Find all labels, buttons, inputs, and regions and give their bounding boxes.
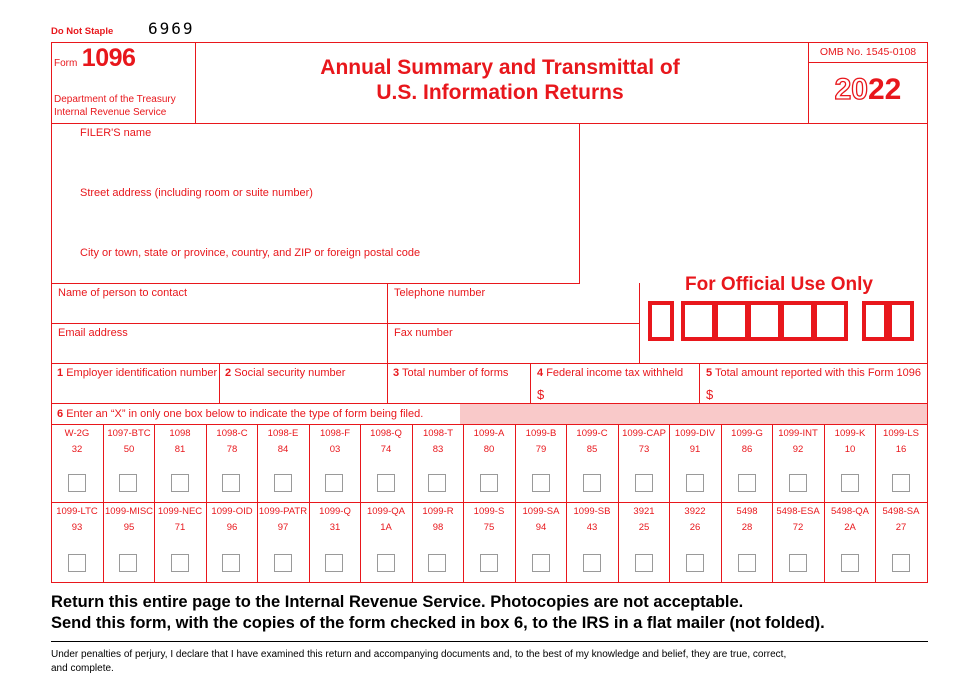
handwritten-number: 6969	[148, 19, 195, 38]
form-type-label: 1099-Q	[319, 506, 351, 517]
form-type-label: 1099-B	[525, 428, 557, 439]
form-type-code: 26	[689, 522, 701, 533]
form-type-code: 85	[586, 444, 598, 455]
filer-bottom-line	[51, 283, 580, 284]
form-type-label: 1098	[169, 428, 191, 439]
footer-instruction-2: Send this form, with the copies of the form checked in box 6, to the IRS in a flat mailer (not folded).	[51, 614, 825, 632]
form-type-code: 81	[174, 444, 186, 455]
form-type-checkbox[interactable]	[738, 554, 756, 572]
form-type-code: 72	[792, 522, 804, 533]
title-line1: Annual Summary and Transmittal of	[320, 56, 680, 79]
form-type-1099-cap	[618, 426, 670, 458]
form-type-label: 1099-MISC	[104, 506, 154, 517]
form-type-label: 1098-E	[267, 428, 299, 439]
form-type-1098-t	[412, 426, 464, 458]
box6-number: 6	[57, 408, 64, 420]
form-type-code: 10	[844, 444, 856, 455]
form-type-checkbox[interactable]	[686, 474, 704, 492]
contact-name-label: Name of person to contact	[58, 287, 188, 299]
form-type-checkbox[interactable]	[274, 554, 292, 572]
form-type-checkbox[interactable]	[119, 474, 137, 492]
form-type-checkbox[interactable]	[738, 474, 756, 492]
box4-number: 4	[537, 367, 544, 379]
form-type-label: 1097-BTC	[107, 428, 151, 439]
form-type-code: 28	[741, 522, 753, 533]
penalty-statement	[51, 648, 786, 676]
box3-4-divider	[530, 363, 531, 403]
form-type-w-2g	[51, 426, 103, 458]
form-type-label: 1099-C	[576, 428, 608, 439]
box2-ssn	[225, 367, 345, 380]
form-type-checkbox[interactable]	[789, 554, 807, 572]
form-type-label: 1099-QA	[366, 506, 406, 517]
penalty-line1: Under penalties of perjury, I declare that I have examined this return and accompanying documents and, to the best of my knowledge and belief, they are true, correct,	[51, 649, 787, 660]
form-type-code: 94	[535, 522, 547, 533]
form-type-1099-nec	[154, 504, 206, 536]
form-type-label: 1099-PATR	[258, 506, 308, 517]
form-type-code: 27	[895, 522, 907, 533]
form-type-code: 97	[277, 522, 289, 533]
form-type-code: 50	[123, 444, 135, 455]
form-type-1099-sa	[515, 504, 567, 536]
official-use-box-6	[813, 301, 848, 341]
form-type-1099-c	[566, 426, 618, 458]
form-type-code: 75	[483, 522, 495, 533]
box3-number: 3	[393, 367, 400, 379]
title-line2: U.S. Information Returns	[376, 81, 624, 104]
box5-total-amount	[706, 367, 921, 380]
year-prefix: 20	[834, 73, 868, 106]
telephone-label: Telephone number	[394, 287, 486, 299]
form-type-1098	[154, 426, 206, 458]
form-type-label: 3921	[633, 506, 655, 517]
form-type-code: 31	[329, 522, 341, 533]
fax-label: Fax number	[394, 327, 453, 339]
form-type-checkbox[interactable]	[222, 554, 240, 572]
box4-dollar: $	[537, 387, 545, 402]
box1-2-divider	[219, 363, 220, 403]
form-type-checkbox[interactable]	[635, 474, 653, 492]
box5-dollar: $	[706, 387, 714, 402]
form-type-1098-f	[309, 426, 361, 458]
form-number: 1096	[81, 44, 136, 72]
form-type-code: 98	[432, 522, 444, 533]
form-type-code: 91	[689, 444, 701, 455]
form-type-code: 25	[638, 522, 650, 533]
form-type-code: 16	[895, 444, 907, 455]
box6-shaded-area	[460, 404, 927, 424]
form-type-code: 92	[792, 444, 804, 455]
dept-treasury	[54, 93, 176, 119]
form-type-label: 1099-SB	[573, 506, 611, 517]
form-type-checkbox[interactable]	[480, 474, 498, 492]
form-type-1099-g	[721, 426, 773, 458]
dept-line1: Department of the Treasury	[54, 94, 176, 105]
form-type-code: 73	[638, 444, 650, 455]
form-type-checkbox[interactable]	[428, 554, 446, 572]
form-type-1099-ltc	[51, 504, 103, 536]
omb-divider	[808, 62, 928, 63]
form-type-1099-misc	[103, 504, 155, 536]
do-not-staple: Do Not Staple	[51, 26, 114, 37]
form-type-1099-oid	[206, 504, 258, 536]
form-type-checkbox[interactable]	[171, 474, 189, 492]
form-type-code: 1A	[380, 522, 392, 533]
box1-label: Employer identification number	[66, 367, 218, 379]
form-type-label: 3922	[684, 506, 706, 517]
form-type-3921	[618, 504, 670, 536]
form-type-1099-ls	[875, 426, 927, 458]
form-type-code: 96	[226, 522, 238, 533]
form-type-label: 1098-T	[422, 428, 454, 439]
official-use-box-7	[862, 301, 888, 341]
form-type-label: 1098-F	[319, 428, 351, 439]
form-type-label: 1099-G	[731, 428, 763, 439]
box4-5-divider	[699, 363, 700, 403]
form-type-checkbox[interactable]	[68, 554, 86, 572]
form-type-label: 1099-SA	[522, 506, 560, 517]
form-type-code: 84	[277, 444, 289, 455]
dept-line2: Internal Revenue Service	[54, 107, 167, 118]
form-type-label: 5498-QA	[830, 506, 870, 517]
form-type-label: 1099-S	[473, 506, 505, 517]
form-type-code: 95	[123, 522, 135, 533]
official-use-box-3	[714, 301, 749, 341]
form-type-1099-int	[772, 426, 824, 458]
form-type-checkbox[interactable]	[68, 474, 86, 492]
form-type-code: 32	[71, 444, 83, 455]
form-type-5498-esa	[772, 504, 824, 536]
form-id	[54, 44, 135, 73]
form-type-checkbox[interactable]	[377, 474, 395, 492]
footer-instruction-1: Return this entire page to the Internal Revenue Service. Photocopies are not acceptable.	[51, 593, 744, 611]
box5-label: Total amount reported with this Form 1096	[714, 367, 922, 379]
form-type-label: 1099-NEC	[157, 506, 203, 517]
form-type-code: 71	[174, 522, 186, 533]
form-type-5498-qa	[824, 504, 876, 536]
filer-name-label: FILER'S name	[80, 127, 152, 139]
form-type-label: 5498	[736, 506, 758, 517]
form-type-5498	[721, 504, 773, 536]
form-type-checkbox[interactable]	[119, 554, 137, 572]
form-type-label: 1099-CAP	[622, 428, 666, 439]
form-type-1099-qa	[360, 504, 412, 536]
form-type-label: 1098-C	[216, 428, 248, 439]
form-type-code: 80	[483, 444, 495, 455]
form-type-label: 5498-ESA	[776, 506, 820, 517]
form-type-checkbox[interactable]	[789, 474, 807, 492]
official-use-box-5	[780, 301, 815, 341]
form-type-1099-patr	[257, 504, 309, 536]
form-type-checkbox[interactable]	[377, 554, 395, 572]
contact-mid-divider	[387, 283, 388, 403]
box3-total-forms	[393, 367, 508, 380]
form-type-1098-c	[206, 426, 258, 458]
contact-row-line	[51, 323, 640, 324]
box2-label: Social security number	[234, 367, 346, 379]
form-type-1098-q	[360, 426, 412, 458]
form-word: Form	[54, 58, 78, 69]
form-type-label: 1099-INT	[778, 428, 818, 439]
form-top-border	[51, 42, 928, 43]
tax-year	[808, 72, 928, 108]
form-type-checkbox[interactable]	[428, 474, 446, 492]
box6-label: Enter an “X” in only one box below to indicate the type of form being filed.	[66, 408, 424, 420]
form-type-label: 1099-R	[422, 506, 454, 517]
form-type-label: 1098-Q	[370, 428, 402, 439]
boxes-top-line	[51, 363, 928, 364]
official-use-box-2	[681, 301, 716, 341]
header-divider-left	[195, 42, 196, 123]
official-use-box-8	[888, 301, 914, 341]
form-type-1099-div	[669, 426, 721, 458]
form-type-checkbox[interactable]	[841, 554, 859, 572]
form-type-code: 03	[329, 444, 341, 455]
form-type-code: 83	[432, 444, 444, 455]
form-type-checkbox[interactable]	[325, 474, 343, 492]
form-type-3922	[669, 504, 721, 536]
form-type-checkbox[interactable]	[171, 554, 189, 572]
form-type-1099-q	[309, 504, 361, 536]
form-type-code: 93	[71, 522, 83, 533]
form-title	[300, 55, 700, 105]
form-type-label: 1099-OID	[211, 506, 253, 517]
header-bottom-line	[51, 123, 928, 124]
official-use-label: For Official Use Only	[685, 274, 873, 295]
form-type-checkbox[interactable]	[532, 554, 550, 572]
box3-label: Total number of forms	[401, 367, 509, 379]
form-type-label: 1099-A	[473, 428, 505, 439]
form-type-checkbox[interactable]	[892, 474, 910, 492]
filer-right-divider	[579, 123, 580, 283]
box4-fed-tax	[537, 367, 683, 380]
box1-employer-id	[57, 367, 217, 380]
omb-number: OMB No. 1545-0108	[819, 46, 917, 58]
form-type-5498-sa	[875, 504, 927, 536]
form-type-code: 86	[741, 444, 753, 455]
form-type-label: 1099-DIV	[674, 428, 716, 439]
form-type-code: 43	[586, 522, 598, 533]
penalty-line2: and complete.	[51, 663, 114, 674]
form-type-checkbox[interactable]	[532, 474, 550, 492]
form-type-checkbox[interactable]	[583, 474, 601, 492]
form-type-checkbox[interactable]	[686, 554, 704, 572]
filer-city-label: City or town, state or province, country, and ZIP or foreign postal code	[80, 247, 421, 259]
box2-number: 2	[225, 367, 232, 379]
box6-row-divider	[51, 502, 928, 503]
form-type-1099-sb	[566, 504, 618, 536]
form-type-1099-s	[463, 504, 515, 536]
form-type-checkbox[interactable]	[635, 554, 653, 572]
form-bottom-border	[51, 582, 928, 583]
form-type-1099-r	[412, 504, 464, 536]
form-type-checkbox[interactable]	[325, 554, 343, 572]
form-type-label: 1099-LS	[883, 428, 919, 439]
form-type-checkbox[interactable]	[892, 554, 910, 572]
form-type-checkbox[interactable]	[274, 474, 292, 492]
form-type-code: 78	[226, 444, 238, 455]
email-label: Email address	[58, 327, 128, 339]
official-use-box-1	[648, 301, 674, 341]
form-type-checkbox[interactable]	[841, 474, 859, 492]
filer-street-label: Street address (including room or suite number)	[80, 187, 313, 199]
form-type-1097-btc	[103, 426, 155, 458]
form-type-checkbox[interactable]	[480, 554, 498, 572]
form-type-checkbox[interactable]	[222, 474, 240, 492]
form-type-1099-a	[463, 426, 515, 458]
box6-instruction	[57, 408, 423, 421]
official-use-box-4	[747, 301, 782, 341]
form-type-code: 79	[535, 444, 547, 455]
form-type-code: 2A	[844, 522, 856, 533]
form-type-label: 1099-LTC	[56, 506, 98, 517]
form-type-label: 5498-SA	[882, 506, 920, 517]
footer-rule	[51, 641, 928, 642]
form-type-label: W-2G	[64, 428, 90, 439]
box1-number: 1	[57, 367, 64, 379]
form-type-1099-k	[824, 426, 876, 458]
form-type-code: 74	[380, 444, 392, 455]
box6-header-line	[51, 424, 928, 425]
form-type-1098-e	[257, 426, 309, 458]
year-suffix: 22	[868, 73, 902, 106]
form-type-label: 1099-K	[834, 428, 866, 439]
form-type-checkbox[interactable]	[583, 554, 601, 572]
box5-number: 5	[706, 367, 713, 379]
form-type-1099-b	[515, 426, 567, 458]
box4-label: Federal income tax withheld	[546, 367, 684, 379]
